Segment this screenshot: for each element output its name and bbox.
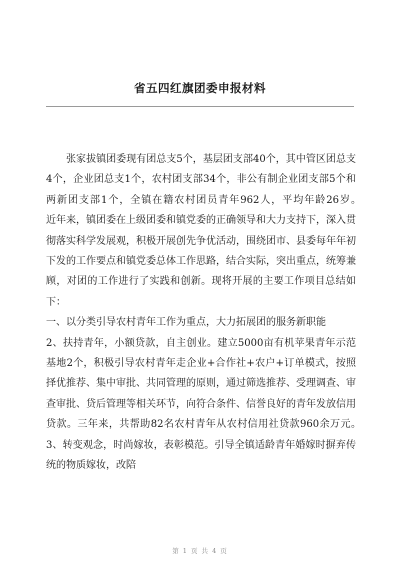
page-number: 第 1 页 共 4 页 (172, 547, 228, 555)
document-title: 省五四红旗团委申报材料 (134, 81, 266, 95)
paragraph-loans: 2、扶持青年，小额贷款，自主创业。建立5000亩有机苹果青年示范基地2个，积极引导农村青年走企业+合作社+农户+订单模式，按照择优推荐、集中审批、共同管理的原则，通过筛选推荐、受理调查、审查审批、贷后管理等相关环节，向符合条件、信誉良好的青年发放信用贷款。三年来，共帮助82名农村青年从农村信用社贷款960余万元。 3、转变观念，时尚嫁妆，表彰模范。引导全镇适龄青年婚嫁时摒弃传统的物质嫁妆，改陪 (46, 337, 376, 472)
paragraph-section-heading: 一、以分类引导农村青年工作为重点，大力拓展团的服务新职能 (46, 317, 326, 329)
paragraph-intro: 张家拔镇团委现有团总支5个，基层团支部40个，其中管区团总支4个，企业团总支1个，农村团支部34个，非公有制企业团支部5个和两新团支部1个，全镇在籍农村团员青年962人，平均年龄26岁。 近年来，镇团委在上级团委和镇党委的正确领导和大力支持下，深入贯彻落实科学发展观，积极开展创先争优活动，围绕团市、县委每年年初下发的工作要点和镇党委总体工作思路，结合实际，突出重点，统筹兼顾，对团的工作进行了实践和创新。现将开展的主要工作项目总结如下： (46, 154, 376, 308)
document-body (46, 150, 376, 477)
title-divider (46, 106, 354, 107)
